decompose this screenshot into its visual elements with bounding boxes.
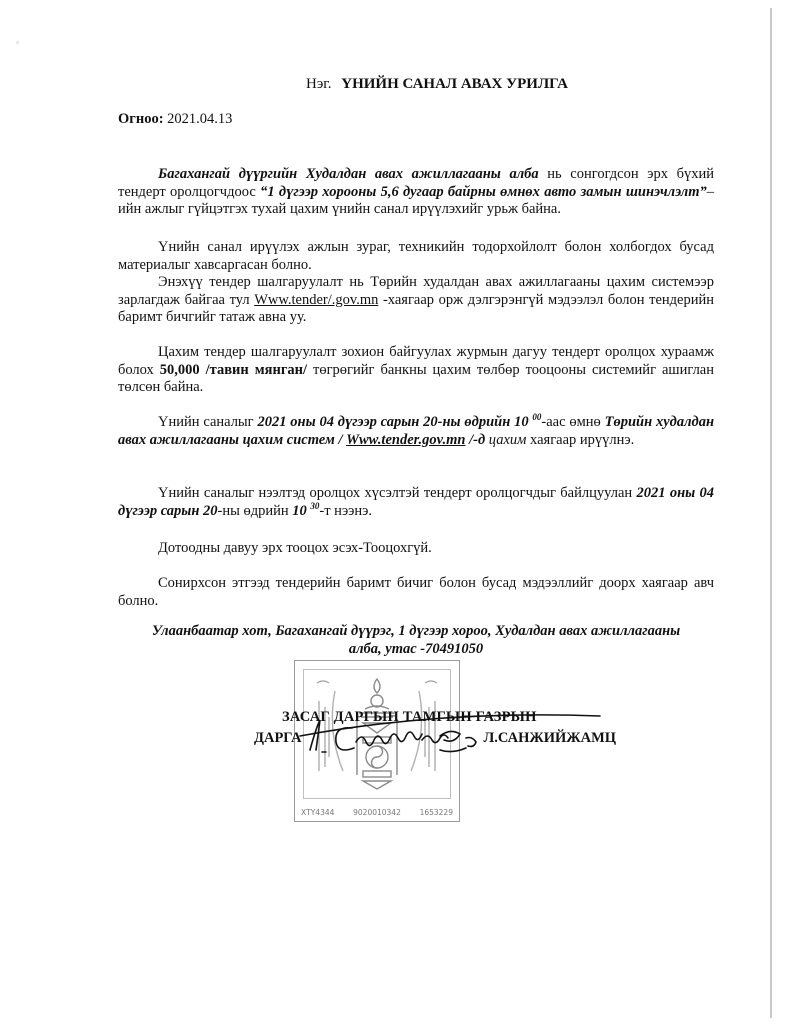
tender-link-1[interactable]: Www.tender/.gov.mn [254,291,379,308]
paragraph-preference: Дотоодны давуу эрх тооцох эсэх-Тооцохгүй. [158,540,432,556]
date-line [118,111,232,128]
p5-text-e: цахим [485,431,527,448]
date-label: Огноо: [118,111,164,127]
p6-text-c: -т нээнэ. [319,502,372,519]
document-title [306,76,568,93]
paragraph-system [118,274,714,327]
fee-amount: 50,000 /тавин мянган/ [159,361,308,378]
paragraph-opening [118,485,714,520]
signatory-name: Л.САНЖИЙЖАМЦ [483,730,617,746]
signatory-role: ДАРГА [254,730,302,746]
tender-link-2[interactable]: Www.tender.gov.mn [346,431,466,448]
p5-text-d: /-д [465,431,486,448]
opening-minutes: 30 [310,500,320,511]
scan-speck: ﾟ [16,42,21,53]
deadline-date: 2021 оны 04 дүгээр сарын 20-ны өдрийн 10 [257,414,533,430]
p4-text-b: төгрөгийг банкны цахим төлбөр тооцооны системийг ашиглан төлсөн байна. [118,361,714,395]
paragraph-invitation [118,166,714,219]
p1-text-d: –ийн ажлыг гүйцэтгэх тухай цахим үнийн санал ирүүлэхийг урьж байна. [118,183,714,217]
title-text: ҮНИЙН САНАЛ АВАХ УРИЛГА [341,76,568,92]
address-line-2: алба, утас -70491050 [348,641,484,657]
p1-text-b: нь сонгогдсон эрх бүхий тендерт оролцогчдоос [118,166,715,200]
title-prefix: Нэг. [306,76,332,92]
paragraph-contact: Сонирхсон этгээд тендерийн баримт бичиг болон бусад мэдээллийг доорх хаягаар авч болно. [118,575,714,609]
stamp-registration-numbers [301,808,453,817]
scan-edge-line [770,8,772,1018]
stamp-number-3: 1653229 [419,808,453,817]
p5-text-b: -аас өмнө [541,414,605,430]
paragraph-deadline [118,414,714,449]
opening-time: 10 [292,502,311,519]
stamp-number-2: 9020010342 [353,808,401,817]
paragraph-attachments: Үнийн санал ирүүлэх ажлын зураг, техникийн тодорхойлолт болон холбогдох бусад материалыг хавсаргасан болно. [118,239,714,273]
paragraph-fee [118,344,714,397]
agency-name: Багахангай дүүргийн Худалдан авах ажиллагааны алба [158,166,539,182]
system-name: Төрийн худалдан авах ажиллагааны цахим систем / [118,414,715,448]
p3-text-b: -хаягаар орж дэлгэрэнгүй мэдээлэл болон тендерийн баримт бичгийг татаж авна уу. [118,291,714,325]
handwritten-signature [290,706,610,766]
date-value: 2021.04.13 [167,111,233,127]
p3-text-a: Энэхүү тендер шалгаруулалт нь Төрийн худалдан авах ажиллагааны цахим системээр зарлагдаж байгаа тул [118,274,714,308]
project-name: “1 дүгээр хорооны 5,6 дугаар байрны өмнөх авто замын шинэчлэлт” [260,183,707,200]
p5-text-f: хаягаар ирүүлнэ. [526,431,635,448]
address-line-1: Улаанбаатар хот, Багахангай дүүрэг, 1 дүгээр хороо, Худалдан авах ажиллагааны [151,623,681,639]
signatory-organization: ЗАСАГ ДАРГЫН ТАМГЫН ГАЗРЫН [282,709,537,725]
opening-date: 2021 оны 04 дүгээр сарын 20 [118,485,714,519]
p6-text-b: -ны өдрийн [217,502,293,519]
p4-text-a: Цахим тендер шалгаруулалт зохион байгуулах журмын дагуу тендерт оролцох хураамж болох [118,344,714,378]
stamp-number-1: ХТҮ4344 [301,808,335,817]
address-block [118,622,714,658]
p5-text-a: Үнийн саналыг [158,414,258,430]
p6-text-a: Үнийн саналыг нээлтэд оролцох хүсэлтэй тендерт оролцогчдыг байлцуулан [158,485,637,501]
deadline-minutes: 00 [532,412,542,423]
